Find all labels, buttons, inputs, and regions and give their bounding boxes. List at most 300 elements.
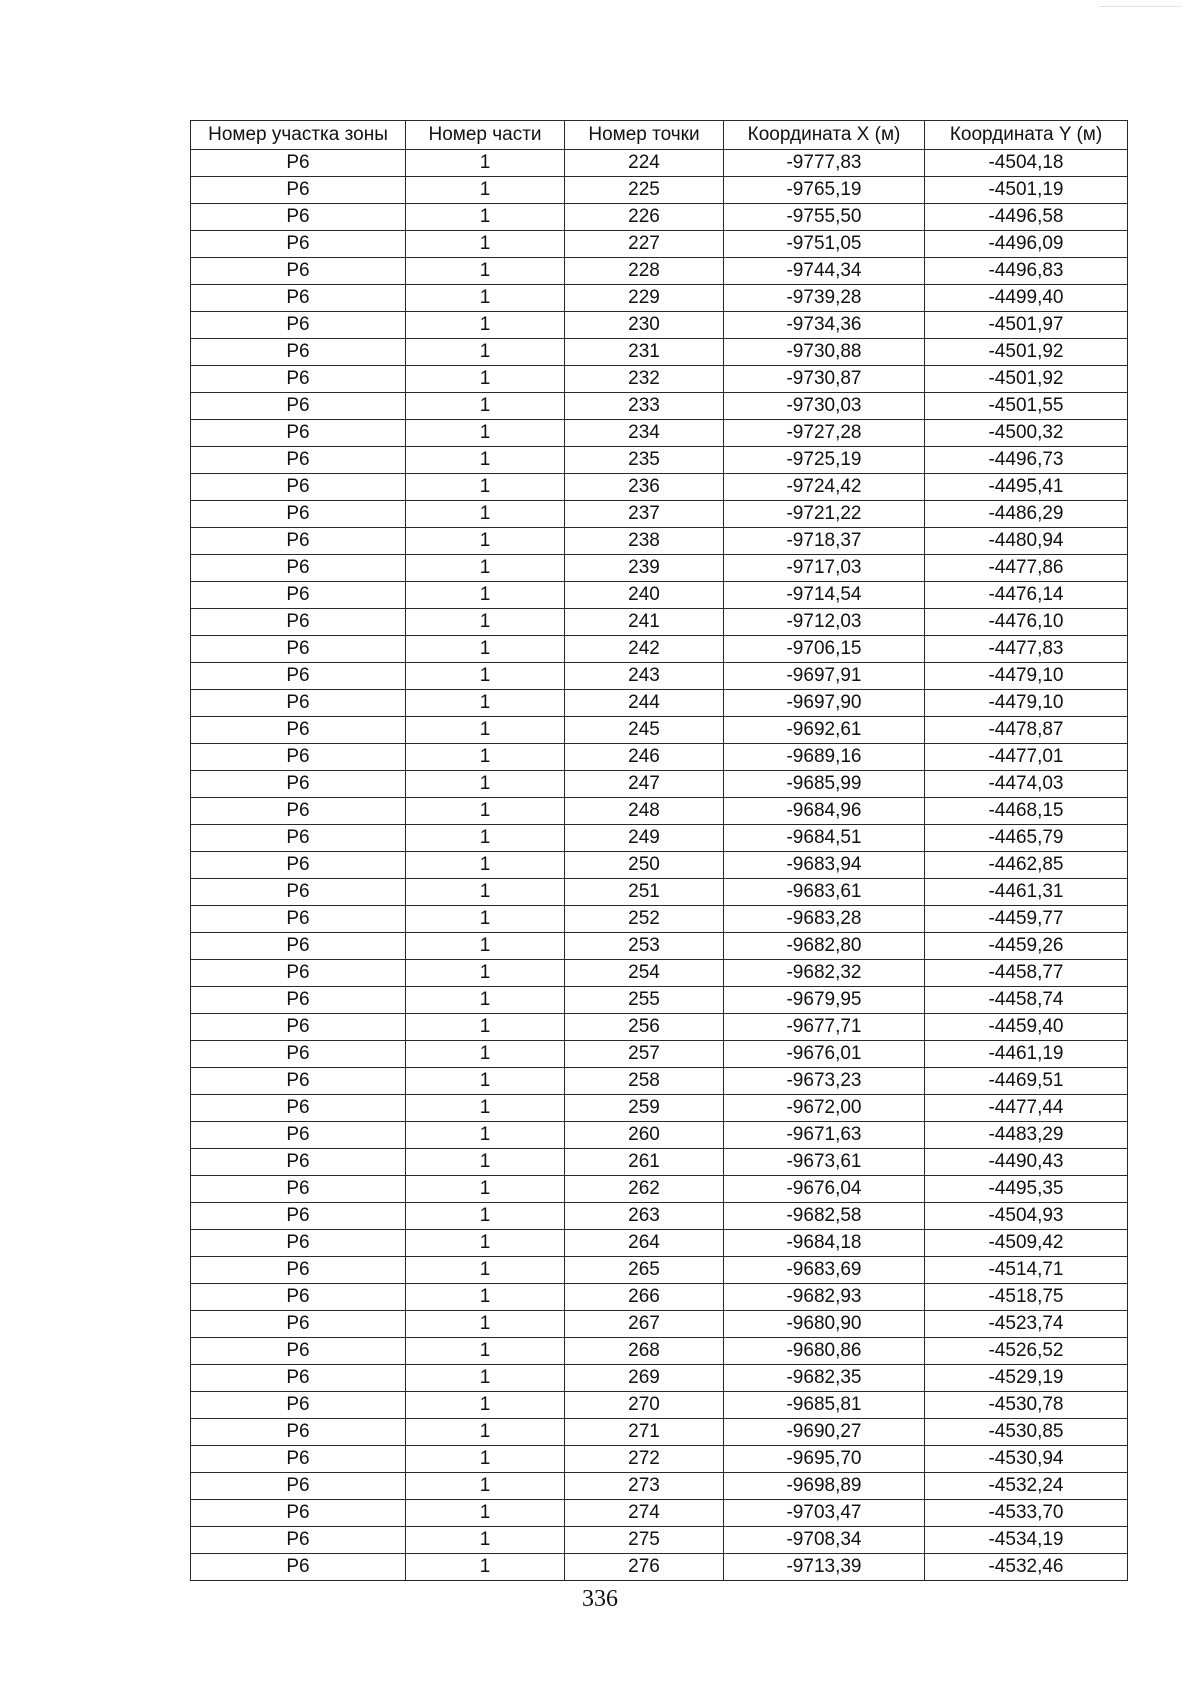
cell-point-number: 237 (565, 501, 724, 528)
cell-zone-section: Р6 (191, 1257, 406, 1284)
cell-part-number: 1 (406, 1230, 565, 1257)
cell-zone-section: Р6 (191, 1014, 406, 1041)
cell-point-number: 268 (565, 1338, 724, 1365)
table-row (191, 1500, 1128, 1527)
cell-coordinate-x: -9765,19 (724, 177, 925, 204)
table-row (191, 1554, 1128, 1581)
table-row (191, 663, 1128, 690)
cell-coordinate-y: -4495,41 (925, 474, 1128, 501)
cell-coordinate-y: -4501,92 (925, 339, 1128, 366)
table-row (191, 933, 1128, 960)
cell-zone-section: Р6 (191, 933, 406, 960)
cell-coordinate-y: -4477,44 (925, 1095, 1128, 1122)
cell-coordinate-y: -4459,40 (925, 1014, 1128, 1041)
cell-part-number: 1 (406, 258, 565, 285)
cell-zone-section: Р6 (191, 690, 406, 717)
table-row (191, 852, 1128, 879)
cell-coordinate-y: -4530,78 (925, 1392, 1128, 1419)
cell-zone-section: Р6 (191, 1338, 406, 1365)
cell-coordinate-y: -4526,52 (925, 1338, 1128, 1365)
cell-zone-section: Р6 (191, 663, 406, 690)
cell-zone-section: Р6 (191, 1419, 406, 1446)
cell-zone-section: Р6 (191, 1122, 406, 1149)
cell-coordinate-y: -4529,19 (925, 1365, 1128, 1392)
cell-coordinate-y: -4530,94 (925, 1446, 1128, 1473)
cell-part-number: 1 (406, 798, 565, 825)
cell-coordinate-y: -4499,40 (925, 285, 1128, 312)
cell-part-number: 1 (406, 852, 565, 879)
cell-point-number: 230 (565, 312, 724, 339)
cell-point-number: 257 (565, 1041, 724, 1068)
cell-coordinate-x: -9718,37 (724, 528, 925, 555)
cell-coordinate-y: -4534,19 (925, 1527, 1128, 1554)
cell-coordinate-x: -9682,58 (724, 1203, 925, 1230)
cell-part-number: 1 (406, 1149, 565, 1176)
table-row (191, 1473, 1128, 1500)
table-row (191, 258, 1128, 285)
cell-coordinate-y: -4477,83 (925, 636, 1128, 663)
cell-coordinate-x: -9689,16 (724, 744, 925, 771)
cell-part-number: 1 (406, 906, 565, 933)
cell-coordinate-y: -4533,70 (925, 1500, 1128, 1527)
table-row (191, 636, 1128, 663)
cell-point-number: 263 (565, 1203, 724, 1230)
table-row (191, 1230, 1128, 1257)
cell-part-number: 1 (406, 420, 565, 447)
cell-part-number: 1 (406, 555, 565, 582)
cell-zone-section: Р6 (191, 204, 406, 231)
cell-part-number: 1 (406, 771, 565, 798)
cell-coordinate-x: -9684,18 (724, 1230, 925, 1257)
cell-coordinate-x: -9683,69 (724, 1257, 925, 1284)
cell-coordinate-y: -4530,85 (925, 1419, 1128, 1446)
cell-point-number: 244 (565, 690, 724, 717)
cell-coordinate-y: -4459,26 (925, 933, 1128, 960)
cell-coordinate-y: -4468,15 (925, 798, 1128, 825)
cell-point-number: 250 (565, 852, 724, 879)
cell-coordinate-y: -4459,77 (925, 906, 1128, 933)
cell-coordinate-x: -9683,28 (724, 906, 925, 933)
table-row (191, 501, 1128, 528)
cell-point-number: 270 (565, 1392, 724, 1419)
table-row (191, 960, 1128, 987)
cell-zone-section: Р6 (191, 393, 406, 420)
cell-coordinate-y: -4504,18 (925, 150, 1128, 177)
table-row (191, 1068, 1128, 1095)
cell-point-number: 226 (565, 204, 724, 231)
cell-point-number: 251 (565, 879, 724, 906)
cell-part-number: 1 (406, 1176, 565, 1203)
cell-point-number: 276 (565, 1554, 724, 1581)
table-row (191, 987, 1128, 1014)
cell-coordinate-y: -4532,24 (925, 1473, 1128, 1500)
cell-zone-section: Р6 (191, 744, 406, 771)
table-row (191, 339, 1128, 366)
cell-zone-section: Р6 (191, 366, 406, 393)
cell-coordinate-y: -4458,74 (925, 987, 1128, 1014)
cell-coordinate-y: -4501,92 (925, 366, 1128, 393)
table-row (191, 825, 1128, 852)
cell-zone-section: Р6 (191, 1527, 406, 1554)
cell-coordinate-y: -4504,93 (925, 1203, 1128, 1230)
cell-point-number: 271 (565, 1419, 724, 1446)
cell-coordinate-x: -9751,05 (724, 231, 925, 258)
table-row (191, 447, 1128, 474)
cell-zone-section: Р6 (191, 879, 406, 906)
cell-coordinate-x: -9697,90 (724, 690, 925, 717)
cell-point-number: 249 (565, 825, 724, 852)
table-row (191, 717, 1128, 744)
table-row (191, 474, 1128, 501)
cell-coordinate-x: -9727,28 (724, 420, 925, 447)
cell-zone-section: Р6 (191, 771, 406, 798)
cell-point-number: 272 (565, 1446, 724, 1473)
cell-coordinate-x: -9685,99 (724, 771, 925, 798)
cell-coordinate-x: -9725,19 (724, 447, 925, 474)
table-row (191, 1014, 1128, 1041)
cell-coordinate-x: -9683,94 (724, 852, 925, 879)
table-row (191, 177, 1128, 204)
cell-part-number: 1 (406, 312, 565, 339)
cell-zone-section: Р6 (191, 231, 406, 258)
cell-zone-section: Р6 (191, 474, 406, 501)
cell-part-number: 1 (406, 825, 565, 852)
cell-coordinate-x: -9712,03 (724, 609, 925, 636)
cell-part-number: 1 (406, 690, 565, 717)
cell-point-number: 254 (565, 960, 724, 987)
table-row (191, 393, 1128, 420)
cell-coordinate-y: -4496,83 (925, 258, 1128, 285)
cell-part-number: 1 (406, 474, 565, 501)
cell-zone-section: Р6 (191, 1392, 406, 1419)
cell-point-number: 231 (565, 339, 724, 366)
cell-coordinate-y: -4495,35 (925, 1176, 1128, 1203)
cell-coordinate-x: -9697,91 (724, 663, 925, 690)
table-row (191, 1446, 1128, 1473)
header-point-number: Номер точки (565, 121, 724, 150)
cell-point-number: 266 (565, 1284, 724, 1311)
table-row (191, 879, 1128, 906)
cell-coordinate-x: -9714,54 (724, 582, 925, 609)
table-row (191, 1338, 1128, 1365)
header-row (191, 121, 1128, 150)
cell-part-number: 1 (406, 1554, 565, 1581)
cell-coordinate-x: -9713,39 (724, 1554, 925, 1581)
cell-coordinate-y: -4486,29 (925, 501, 1128, 528)
table-body (191, 150, 1128, 1581)
cell-part-number: 1 (406, 366, 565, 393)
cell-coordinate-y: -4523,74 (925, 1311, 1128, 1338)
cell-part-number: 1 (406, 960, 565, 987)
cell-zone-section: Р6 (191, 852, 406, 879)
cell-zone-section: Р6 (191, 447, 406, 474)
cell-zone-section: Р6 (191, 1041, 406, 1068)
cell-zone-section: Р6 (191, 582, 406, 609)
cell-part-number: 1 (406, 1284, 565, 1311)
cell-point-number: 248 (565, 798, 724, 825)
cell-part-number: 1 (406, 285, 565, 312)
cell-coordinate-y: -4496,09 (925, 231, 1128, 258)
table-row (191, 1284, 1128, 1311)
header-part-number: Номер части (406, 121, 565, 150)
cell-coordinate-y: -4465,79 (925, 825, 1128, 852)
cell-point-number: 255 (565, 987, 724, 1014)
cell-zone-section: Р6 (191, 717, 406, 744)
cell-coordinate-y: -4483,29 (925, 1122, 1128, 1149)
cell-part-number: 1 (406, 933, 565, 960)
cell-point-number: 242 (565, 636, 724, 663)
table-row (191, 555, 1128, 582)
cell-coordinate-y: -4501,19 (925, 177, 1128, 204)
cell-coordinate-x: -9698,89 (724, 1473, 925, 1500)
cell-coordinate-x: -9692,61 (724, 717, 925, 744)
cell-zone-section: Р6 (191, 987, 406, 1014)
cell-part-number: 1 (406, 1392, 565, 1419)
table-row (191, 1392, 1128, 1419)
cell-coordinate-y: -4496,73 (925, 447, 1128, 474)
cell-coordinate-x: -9717,03 (724, 555, 925, 582)
table-row (191, 1041, 1128, 1068)
table-row (191, 690, 1128, 717)
cell-coordinate-y: -4532,46 (925, 1554, 1128, 1581)
table-row (191, 798, 1128, 825)
cell-point-number: 229 (565, 285, 724, 312)
cell-point-number: 234 (565, 420, 724, 447)
cell-part-number: 1 (406, 1338, 565, 1365)
cell-part-number: 1 (406, 1203, 565, 1230)
cell-coordinate-x: -9684,96 (724, 798, 925, 825)
table-row (191, 906, 1128, 933)
cell-coordinate-x: -9695,70 (724, 1446, 925, 1473)
cell-zone-section: Р6 (191, 1284, 406, 1311)
cell-coordinate-y: -4476,14 (925, 582, 1128, 609)
cell-zone-section: Р6 (191, 555, 406, 582)
cell-coordinate-y: -4518,75 (925, 1284, 1128, 1311)
cell-part-number: 1 (406, 879, 565, 906)
cell-point-number: 238 (565, 528, 724, 555)
cell-coordinate-x: -9683,61 (724, 879, 925, 906)
cell-coordinate-x: -9682,80 (724, 933, 925, 960)
table-row (191, 528, 1128, 555)
cell-coordinate-x: -9721,22 (724, 501, 925, 528)
cell-coordinate-y: -4500,32 (925, 420, 1128, 447)
cell-part-number: 1 (406, 204, 565, 231)
table-row (191, 1176, 1128, 1203)
cell-part-number: 1 (406, 609, 565, 636)
table-row (191, 582, 1128, 609)
cell-part-number: 1 (406, 636, 565, 663)
cell-part-number: 1 (406, 393, 565, 420)
cell-point-number: 260 (565, 1122, 724, 1149)
cell-zone-section: Р6 (191, 1095, 406, 1122)
cell-point-number: 235 (565, 447, 724, 474)
table-row (191, 285, 1128, 312)
cell-zone-section: Р6 (191, 609, 406, 636)
cell-coordinate-x: -9676,01 (724, 1041, 925, 1068)
cell-part-number: 1 (406, 582, 565, 609)
cell-coordinate-x: -9730,87 (724, 366, 925, 393)
cell-zone-section: Р6 (191, 285, 406, 312)
table-row (191, 1311, 1128, 1338)
cell-coordinate-x: -9682,93 (724, 1284, 925, 1311)
cell-coordinate-x: -9739,28 (724, 285, 925, 312)
cell-zone-section: Р6 (191, 1203, 406, 1230)
cell-part-number: 1 (406, 150, 565, 177)
cell-zone-section: Р6 (191, 1554, 406, 1581)
cell-coordinate-x: -9677,71 (724, 1014, 925, 1041)
table-row (191, 1365, 1128, 1392)
cell-point-number: 256 (565, 1014, 724, 1041)
cell-coordinate-x: -9671,63 (724, 1122, 925, 1149)
cell-point-number: 241 (565, 609, 724, 636)
cell-coordinate-x: -9672,00 (724, 1095, 925, 1122)
cell-coordinate-x: -9730,88 (724, 339, 925, 366)
cell-coordinate-x: -9676,04 (724, 1176, 925, 1203)
table-row (191, 366, 1128, 393)
cell-part-number: 1 (406, 231, 565, 258)
cell-zone-section: Р6 (191, 501, 406, 528)
cell-coordinate-x: -9730,03 (724, 393, 925, 420)
cell-point-number: 267 (565, 1311, 724, 1338)
table-row (191, 609, 1128, 636)
cell-point-number: 261 (565, 1149, 724, 1176)
cell-zone-section: Р6 (191, 339, 406, 366)
cell-part-number: 1 (406, 1500, 565, 1527)
cell-point-number: 246 (565, 744, 724, 771)
cell-zone-section: Р6 (191, 1149, 406, 1176)
cell-coordinate-x: -9777,83 (724, 150, 925, 177)
cell-point-number: 233 (565, 393, 724, 420)
cell-zone-section: Р6 (191, 258, 406, 285)
cell-part-number: 1 (406, 1527, 565, 1554)
cell-point-number: 245 (565, 717, 724, 744)
cell-part-number: 1 (406, 1365, 565, 1392)
cell-coordinate-y: -4490,43 (925, 1149, 1128, 1176)
table-header (191, 121, 1128, 150)
header-zone-section: Номер участка зоны (191, 121, 406, 150)
cell-coordinate-x: -9682,35 (724, 1365, 925, 1392)
cell-zone-section: Р6 (191, 1500, 406, 1527)
cell-point-number: 264 (565, 1230, 724, 1257)
cell-point-number: 227 (565, 231, 724, 258)
cell-part-number: 1 (406, 717, 565, 744)
cell-zone-section: Р6 (191, 1068, 406, 1095)
cell-point-number: 253 (565, 933, 724, 960)
cell-part-number: 1 (406, 1122, 565, 1149)
cell-point-number: 240 (565, 582, 724, 609)
coordinates-table (190, 120, 1128, 1581)
cell-zone-section: Р6 (191, 906, 406, 933)
cell-coordinate-y: -4509,42 (925, 1230, 1128, 1257)
cell-coordinate-y: -4477,86 (925, 555, 1128, 582)
cell-coordinate-x: -9673,23 (724, 1068, 925, 1095)
cell-coordinate-y: -4462,85 (925, 852, 1128, 879)
cell-point-number: 262 (565, 1176, 724, 1203)
cell-point-number: 232 (565, 366, 724, 393)
cell-coordinate-x: -9679,95 (724, 987, 925, 1014)
cell-part-number: 1 (406, 1068, 565, 1095)
cell-coordinate-x: -9673,61 (724, 1149, 925, 1176)
cell-zone-section: Р6 (191, 636, 406, 663)
page-number: 336 (582, 1586, 618, 1612)
cell-coordinate-y: -4480,94 (925, 528, 1128, 555)
cell-point-number: 247 (565, 771, 724, 798)
cell-coordinate-x: -9680,86 (724, 1338, 925, 1365)
cell-coordinate-x: -9690,27 (724, 1419, 925, 1446)
cell-coordinate-y: -4476,10 (925, 609, 1128, 636)
cell-coordinate-y: -4477,01 (925, 744, 1128, 771)
cell-coordinate-y: -4496,58 (925, 204, 1128, 231)
cell-coordinate-y: -4478,87 (925, 717, 1128, 744)
cell-coordinate-y: -4501,97 (925, 312, 1128, 339)
cell-point-number: 273 (565, 1473, 724, 1500)
cell-part-number: 1 (406, 1419, 565, 1446)
cell-part-number: 1 (406, 1446, 565, 1473)
cell-zone-section: Р6 (191, 1176, 406, 1203)
cell-coordinate-y: -4469,51 (925, 1068, 1128, 1095)
cell-part-number: 1 (406, 501, 565, 528)
cell-zone-section: Р6 (191, 177, 406, 204)
cell-point-number: 275 (565, 1527, 724, 1554)
cell-coordinate-x: -9684,51 (724, 825, 925, 852)
table-row (191, 744, 1128, 771)
table-row (191, 1203, 1128, 1230)
cell-coordinate-y: -4458,77 (925, 960, 1128, 987)
table-row (191, 1095, 1128, 1122)
cell-part-number: 1 (406, 744, 565, 771)
cell-coordinate-y: -4474,03 (925, 771, 1128, 798)
table-row (191, 1257, 1128, 1284)
table-row (191, 204, 1128, 231)
cell-part-number: 1 (406, 1095, 565, 1122)
cell-zone-section: Р6 (191, 420, 406, 447)
cell-zone-section: Р6 (191, 1446, 406, 1473)
cell-point-number: 239 (565, 555, 724, 582)
cell-zone-section: Р6 (191, 1311, 406, 1338)
cell-part-number: 1 (406, 447, 565, 474)
cell-point-number: 269 (565, 1365, 724, 1392)
cell-part-number: 1 (406, 339, 565, 366)
cell-coordinate-x: -9734,36 (724, 312, 925, 339)
cell-zone-section: Р6 (191, 1365, 406, 1392)
cell-coordinate-x: -9744,34 (724, 258, 925, 285)
cell-point-number: 236 (565, 474, 724, 501)
cell-part-number: 1 (406, 1041, 565, 1068)
cell-coordinate-y: -4479,10 (925, 663, 1128, 690)
cell-point-number: 274 (565, 1500, 724, 1527)
cell-zone-section: Р6 (191, 960, 406, 987)
table-row (191, 1419, 1128, 1446)
cell-point-number: 228 (565, 258, 724, 285)
cell-part-number: 1 (406, 663, 565, 690)
cell-coordinate-x: -9682,32 (724, 960, 925, 987)
cell-part-number: 1 (406, 987, 565, 1014)
cell-zone-section: Р6 (191, 150, 406, 177)
table-row (191, 312, 1128, 339)
cell-point-number: 265 (565, 1257, 724, 1284)
cell-part-number: 1 (406, 177, 565, 204)
cell-zone-section: Р6 (191, 1473, 406, 1500)
cell-coordinate-y: -4461,19 (925, 1041, 1128, 1068)
cell-coordinate-x: -9703,47 (724, 1500, 925, 1527)
cell-coordinate-y: -4461,31 (925, 879, 1128, 906)
table-row (191, 1122, 1128, 1149)
cell-part-number: 1 (406, 1257, 565, 1284)
table-row (191, 1527, 1128, 1554)
cell-part-number: 1 (406, 528, 565, 555)
table-row (191, 231, 1128, 258)
cell-coordinate-x: -9706,15 (724, 636, 925, 663)
